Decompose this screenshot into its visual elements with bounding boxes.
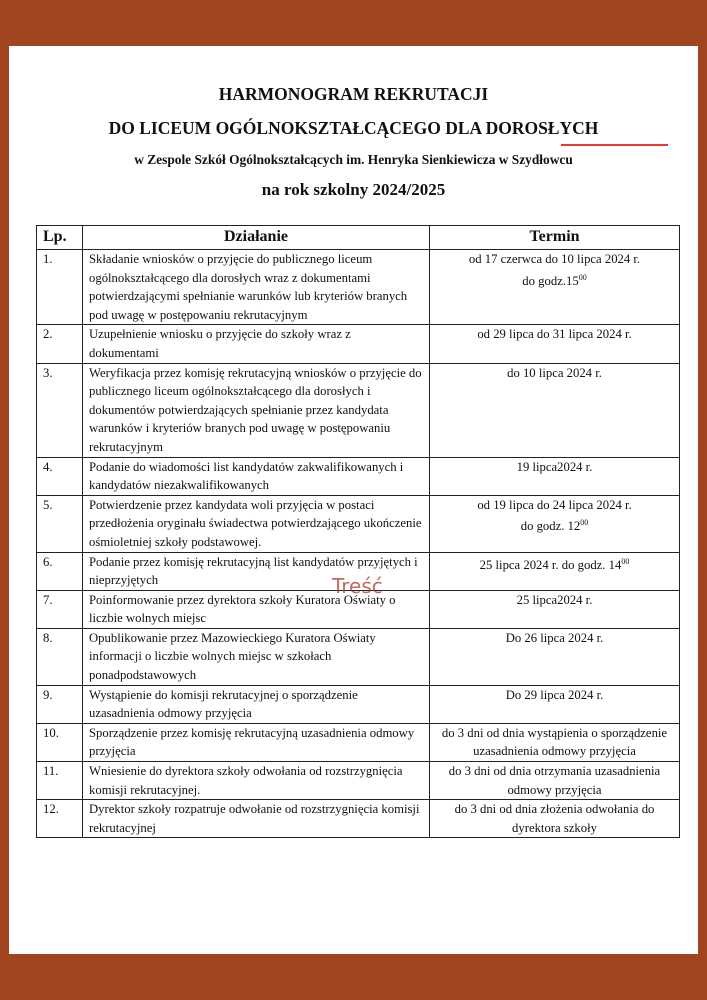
table-row [37, 325, 680, 363]
term-text: 19 lipca2024 r. [516, 459, 593, 474]
row-number: 9. [37, 685, 83, 723]
row-term [430, 552, 680, 590]
row-action: Wystąpienie do komisji rekrutacyjnej o sporządzenie uzasadnienia odmowy przyjęcia [83, 685, 430, 723]
row-number: 4. [37, 457, 83, 495]
row-term [430, 590, 680, 628]
term-text: do 3 dni od dnia wystąpienia o sporządzenie uzasadnienia odmowy przyjęcia [441, 725, 668, 759]
row-term [430, 628, 680, 685]
term-superscript: 00 [580, 518, 589, 528]
row-term [430, 325, 680, 363]
row-action: Wniesienie do dyrektora szkoły odwołania od rozstrzygnięcia komisji rekrutacyjnej. [83, 762, 430, 800]
table-row [37, 762, 680, 800]
term-time: do godz.15 [522, 273, 579, 288]
row-number: 11. [37, 762, 83, 800]
row-number: 12. [37, 800, 83, 838]
row-action: Potwierdzenie przez kandydata woli przyjęcia w postaci przedłożenia oryginału świadectwa potwierdzającego ukończenie ośmioletniej szkoły podstawowej. [83, 495, 430, 552]
row-number: 8. [37, 628, 83, 685]
row-term [430, 363, 680, 457]
row-term [430, 495, 680, 552]
table-header-row [37, 226, 680, 250]
term-text: od 17 czerwca do 10 lipca 2024 r. [468, 252, 641, 266]
term-text: 25 lipca 2024 r. do godz. 14 [479, 557, 622, 572]
row-action: Sporządzenie przez komisję rekrutacyjną uzasadnienia odmowy przyjęcia [83, 723, 430, 761]
term-text: do 10 lipca 2024 r. [507, 365, 602, 380]
title-line-1: HARMONOGRAM REKRUTACJI [218, 84, 489, 104]
table-row [37, 457, 680, 495]
row-number: 2. [37, 325, 83, 363]
column-header-term: Termin [430, 226, 680, 250]
row-action: Dyrektor szkoły rozpatruje odwołanie od rozstrzygnięcia komisji rekrutacyjnej [83, 800, 430, 838]
row-term [430, 800, 680, 838]
row-number: 7. [37, 590, 83, 628]
row-action: Weryfikacja przez komisję rekrutacyjną wniosków o przyjęcie do publicznego liceum ogólnokształcącego dla dorosłych i dokumentów potwierdzających spełnianie przez kandydata warunków i kryteriów branych pod uwagę w postępowaniu rekrutacyjnym [83, 363, 430, 457]
table-row [37, 628, 680, 685]
table-row [37, 685, 680, 723]
row-term [430, 457, 680, 495]
table-body [37, 250, 680, 838]
table-row [37, 723, 680, 761]
row-number: 1. [37, 250, 83, 325]
table-row [37, 495, 680, 552]
column-header-action: Działanie [83, 226, 430, 250]
term-text: 25 lipca2024 r. [516, 592, 593, 607]
table-row [37, 363, 680, 457]
row-action: Uzupełnienie wniosku o przyjęcie do szkoły wraz z dokumentami [83, 325, 430, 363]
title-line-4: na rok szkolny 2024/2025 [261, 180, 446, 199]
row-term [430, 685, 680, 723]
term-text: do 3 dni od dnia otrzymania uzasadnienia odmowy przyjęcia [448, 764, 661, 797]
row-number: 3. [37, 363, 83, 457]
term-superscript: 00 [578, 272, 587, 282]
column-header-lp: Lp. [37, 226, 83, 250]
row-term [430, 250, 680, 325]
row-action: Składanie wniosków o przyjęcie do publicznego liceum ogólnokształcącego dla dorosłych wraz z dokumentami potwierdzającymi spełnianie warunków lub kryteriów branych pod uwagę w postępowaniu rekrutacyjnym [83, 250, 430, 325]
row-action: Poinformowanie przez dyrektora szkoły Kuratora Oświaty o liczbie wolnych miejsc [83, 590, 430, 628]
table-row [37, 250, 680, 325]
row-action: Podanie do wiadomości list kandydatów zakwalifikowanych i kandydatów niezakwalifikowanych [83, 457, 430, 495]
row-number: 10. [37, 723, 83, 761]
term-text: do 3 dni od dnia złożenia odwołania do dyrektora szkoły [454, 802, 655, 835]
term-text: Do 26 lipca 2024 r. [505, 630, 604, 645]
row-term [430, 762, 680, 800]
title-line-3: w Zespole Szkół Ogólnokształcących im. Henryka Sienkiewicza w Szydłowcu [134, 152, 573, 167]
document-page [9, 46, 698, 954]
row-number: 6. [37, 552, 83, 590]
term-time: do godz. 12 [520, 519, 581, 534]
term-text: od 19 lipca do 24 lipca 2024 r. [477, 497, 632, 512]
term-text: od 29 lipca do 31 lipca 2024 r. [477, 327, 632, 342]
red-underline [561, 144, 668, 146]
term-superscript: 00 [621, 556, 630, 566]
schedule-table [36, 225, 680, 838]
row-action: Opublikowanie przez Mazowieckiego Kuratora Oświaty informacji o liczbie wolnych miejsc w szkołach ponadpodstawowych [83, 628, 430, 685]
row-number: 5. [37, 495, 83, 552]
term-text: Do 29 lipca 2024 r. [505, 687, 604, 702]
title-line-2: DO LICEUM OGÓLNOKSZTAŁCĄCEGO DLA DOROSŁYCH [108, 118, 599, 138]
row-term [430, 723, 680, 761]
table-row [37, 800, 680, 838]
row-action: Podanie przez komisję rekrutacyjną list kandydatów przyjętych i nieprzyjętych [83, 552, 430, 590]
content-watermark: Treść [332, 574, 383, 598]
